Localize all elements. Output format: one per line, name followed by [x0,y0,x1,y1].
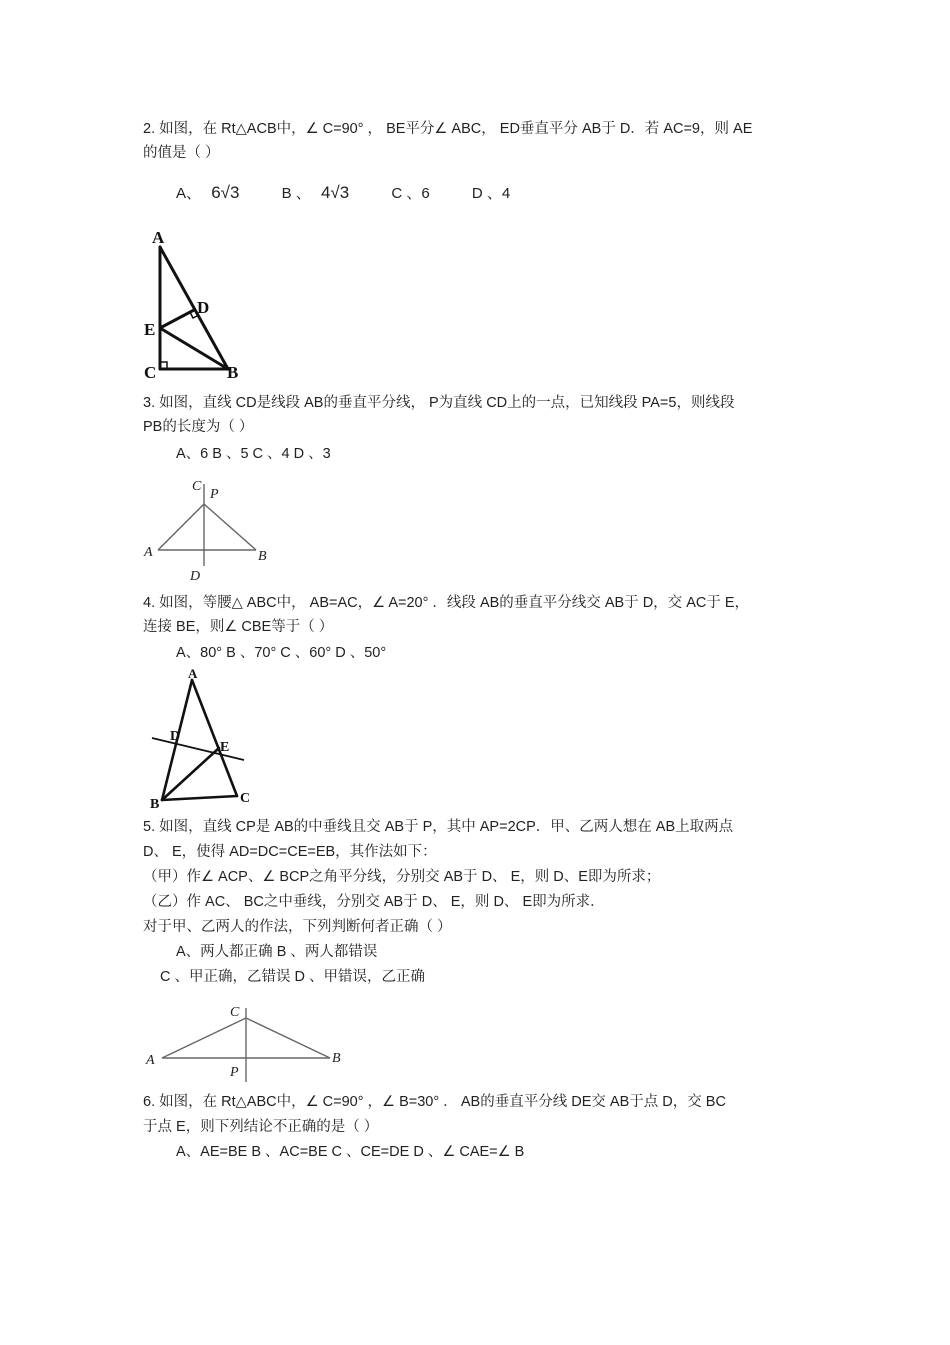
q2-label-d: D [197,298,210,317]
q5-segment-cb [246,1018,330,1058]
q3-label-c: C [192,479,202,494]
q6-line1: 6. 如图，在 Rt△ABC中，∠ C=90° ，∠ B=30° ． AB的垂直平分线 DE交 AB于点 D，交 BC [143,1094,726,1110]
q4-label-c: C [240,791,251,806]
q3-line1: 3. 如图，直线 CD是线段 AB的垂直平分线， P为直线 CD上的一点，已知线段 PA=5，则线段 [143,395,735,411]
q2-figure [140,225,250,385]
q5-label-b: B [332,1051,341,1066]
q5-label-p: P [230,1065,239,1080]
q3-label-a: A [144,545,153,560]
q6-options: A、AE=BE B 、AC=BE C 、CE=DE D 、∠ CAE=∠ B [176,1144,525,1160]
q2-opt-b-val: 4√3 [320,183,350,202]
q2-line1: 2. 如图，在 Rt△ACB中，∠ C=90° ， BE平分∠ ABC， ED垂直平分 AB于 D．若 AC=9，则 AE [143,121,753,137]
q2-label-b: B [227,363,239,382]
q2-opt-c: C 、6 [391,185,430,202]
q4-label-a: A [188,668,198,681]
q3-label-p: P [210,487,219,502]
q5-line2: D、 E，使得 AD=DC=CE=EB，其作法如下： [143,844,437,860]
q3-line2: PB的长度为（ ） [143,419,254,435]
q5-line3: （甲）作∠ ACP、∠ BCP之角平分线，分别交 AB于 D、 E，则 D、E即为所求； [143,869,661,885]
q4-segment-be [162,748,219,800]
q3-segment-pa [158,504,204,550]
q4-label-d: D [170,729,181,744]
q3-figure [140,472,280,584]
q4-options: A、80° B 、70° C 、60° D 、50° [176,645,387,661]
q5-options-ab: A、两人都正确 B 、两人都错误 [176,944,378,960]
q5-label-c: C [230,1005,240,1020]
q2-label-c: C [144,363,157,382]
q2-label-e: E [144,320,156,339]
q5-segment-ac [162,1018,246,1058]
q4-line1: 4. 如图，等腰△ ABC中， AB=AC，∠ A=20° ．线段 AB的垂直平分线交 AB于 D，交 AC于 E， [143,595,750,611]
q5-line1: 5. 如图，直线 CP是 AB的中垂线且交 AB于 P，其中 AP=2CP．甲、乙两人想在 AB上取两点 [143,819,734,835]
q2-segment-ed [160,310,194,328]
q3-segment-pb [204,504,256,550]
q5-line5: 对于甲、乙两人的作法，下列判断何者正确（ ） [143,919,452,935]
q2-side-ab [160,247,228,369]
q2-opt-b: B 、 [281,185,311,202]
q4-perpendicular-bisector [152,738,244,760]
q3-label-b: B [258,549,267,564]
q2-opt-a: A、 [176,185,202,202]
q5-label-a: A [146,1053,155,1068]
q6-line2: 于点 E，则下列结论不正确的是（ ） [143,1119,379,1135]
q4-label-e: E [220,740,230,755]
q3-options: A、6 B 、5 C 、4 D 、3 [176,446,331,462]
q2-options [176,183,510,204]
q2-opt-a-val: 6√3 [211,183,240,202]
q2-line2: 的值是（ ） [143,145,220,161]
q4-side-ac [192,680,237,796]
q5-options-cd: C 、甲正确，乙错误 D 、甲错误，乙正确 [160,969,426,985]
q5-figure [140,998,355,1083]
q3-label-d: D [190,569,201,584]
q4-side-bc [162,796,237,800]
q2-label-a: A [152,228,165,247]
q4-line2: 连接 BE，则∠ CBE等于（ ） [143,619,334,635]
q5-line4: （乙）作 AC、 BC之中垂线，分别交 AB于 D、 E，则 D、 E即为所求． [143,894,605,910]
q4-label-b: B [150,797,160,812]
q2-opt-d: D 、4 [471,185,511,202]
q4-figure [140,668,260,813]
